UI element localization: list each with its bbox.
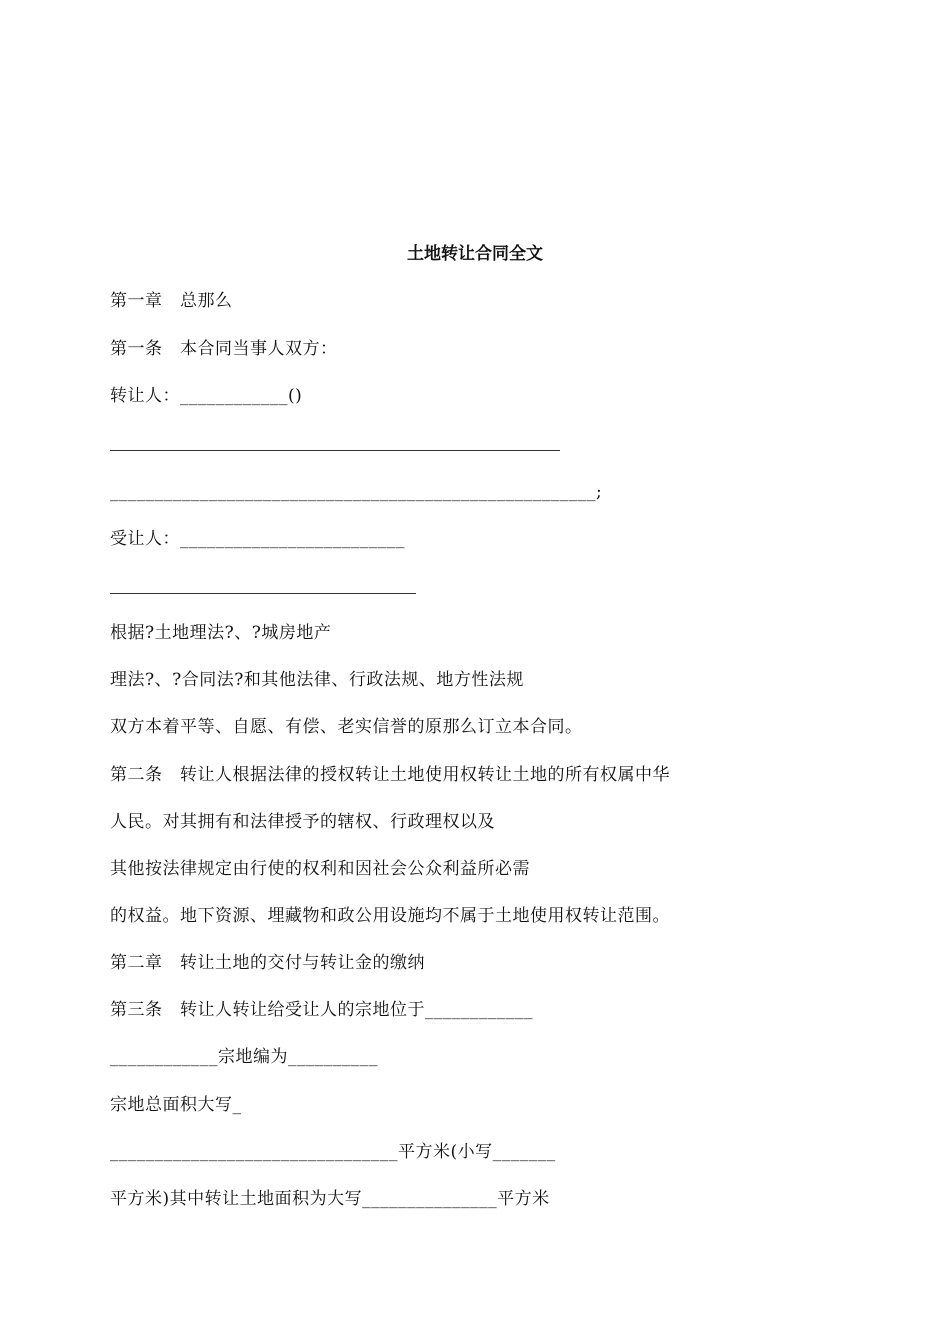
article-3-line-5: 平方米)其中转让土地面积为大写_______________平方米 [110,1189,550,1209]
chapter-2-heading: 第二章 转让土地的交付与转让金的缴纳 [110,953,425,973]
blank-rule-1 [110,450,560,451]
article-3-line-4: ________________________________平方米(小写_______ [110,1142,556,1162]
document-title: 土地转让合同全文 [407,244,543,264]
article-2-line-2: 人民。对其拥有和法律授予的辖权、行政理权以及 [110,812,495,832]
article-2-line-3: 其他按法律规定由行使的权利和因社会公众利益所必需 [110,859,530,879]
article-2-line-1: 第二条 转让人根据法律的授权转让土地使用权转让土地的所有权属中华 [110,765,670,785]
legal-basis-line-1: 根据?土地理法?、?城房地产 [110,623,332,643]
article-3-line-3: 宗地总面积大写_ [110,1095,242,1115]
legal-basis-line-2: 理法?、?合同法?和其他法律、行政法规、地方性法规 [110,670,524,690]
transferor-address-line: ______________________________________________________; [110,482,603,502]
article-2-line-4: 的权益。地下资源、埋藏物和政公用设施均不属于土地使用权转让范围。 [110,906,670,926]
blank-rule-2 [110,593,416,594]
transferee-line: 受让人：_________________________ [110,529,405,549]
article-1-heading: 第一条 本合同当事人双方： [110,339,338,359]
legal-basis-line-3: 双方本着平等、自愿、有偿、老实信誉的原那么订立本合同。 [110,717,583,737]
transferor-line: 转让人：____________() [110,386,303,406]
article-3-line-2: ____________宗地编为__________ [110,1047,378,1067]
chapter-1-heading: 第一章 总那么 [110,291,233,311]
article-3-line-1: 第三条 转让人转让给受让人的宗地位于____________ [110,1000,533,1020]
